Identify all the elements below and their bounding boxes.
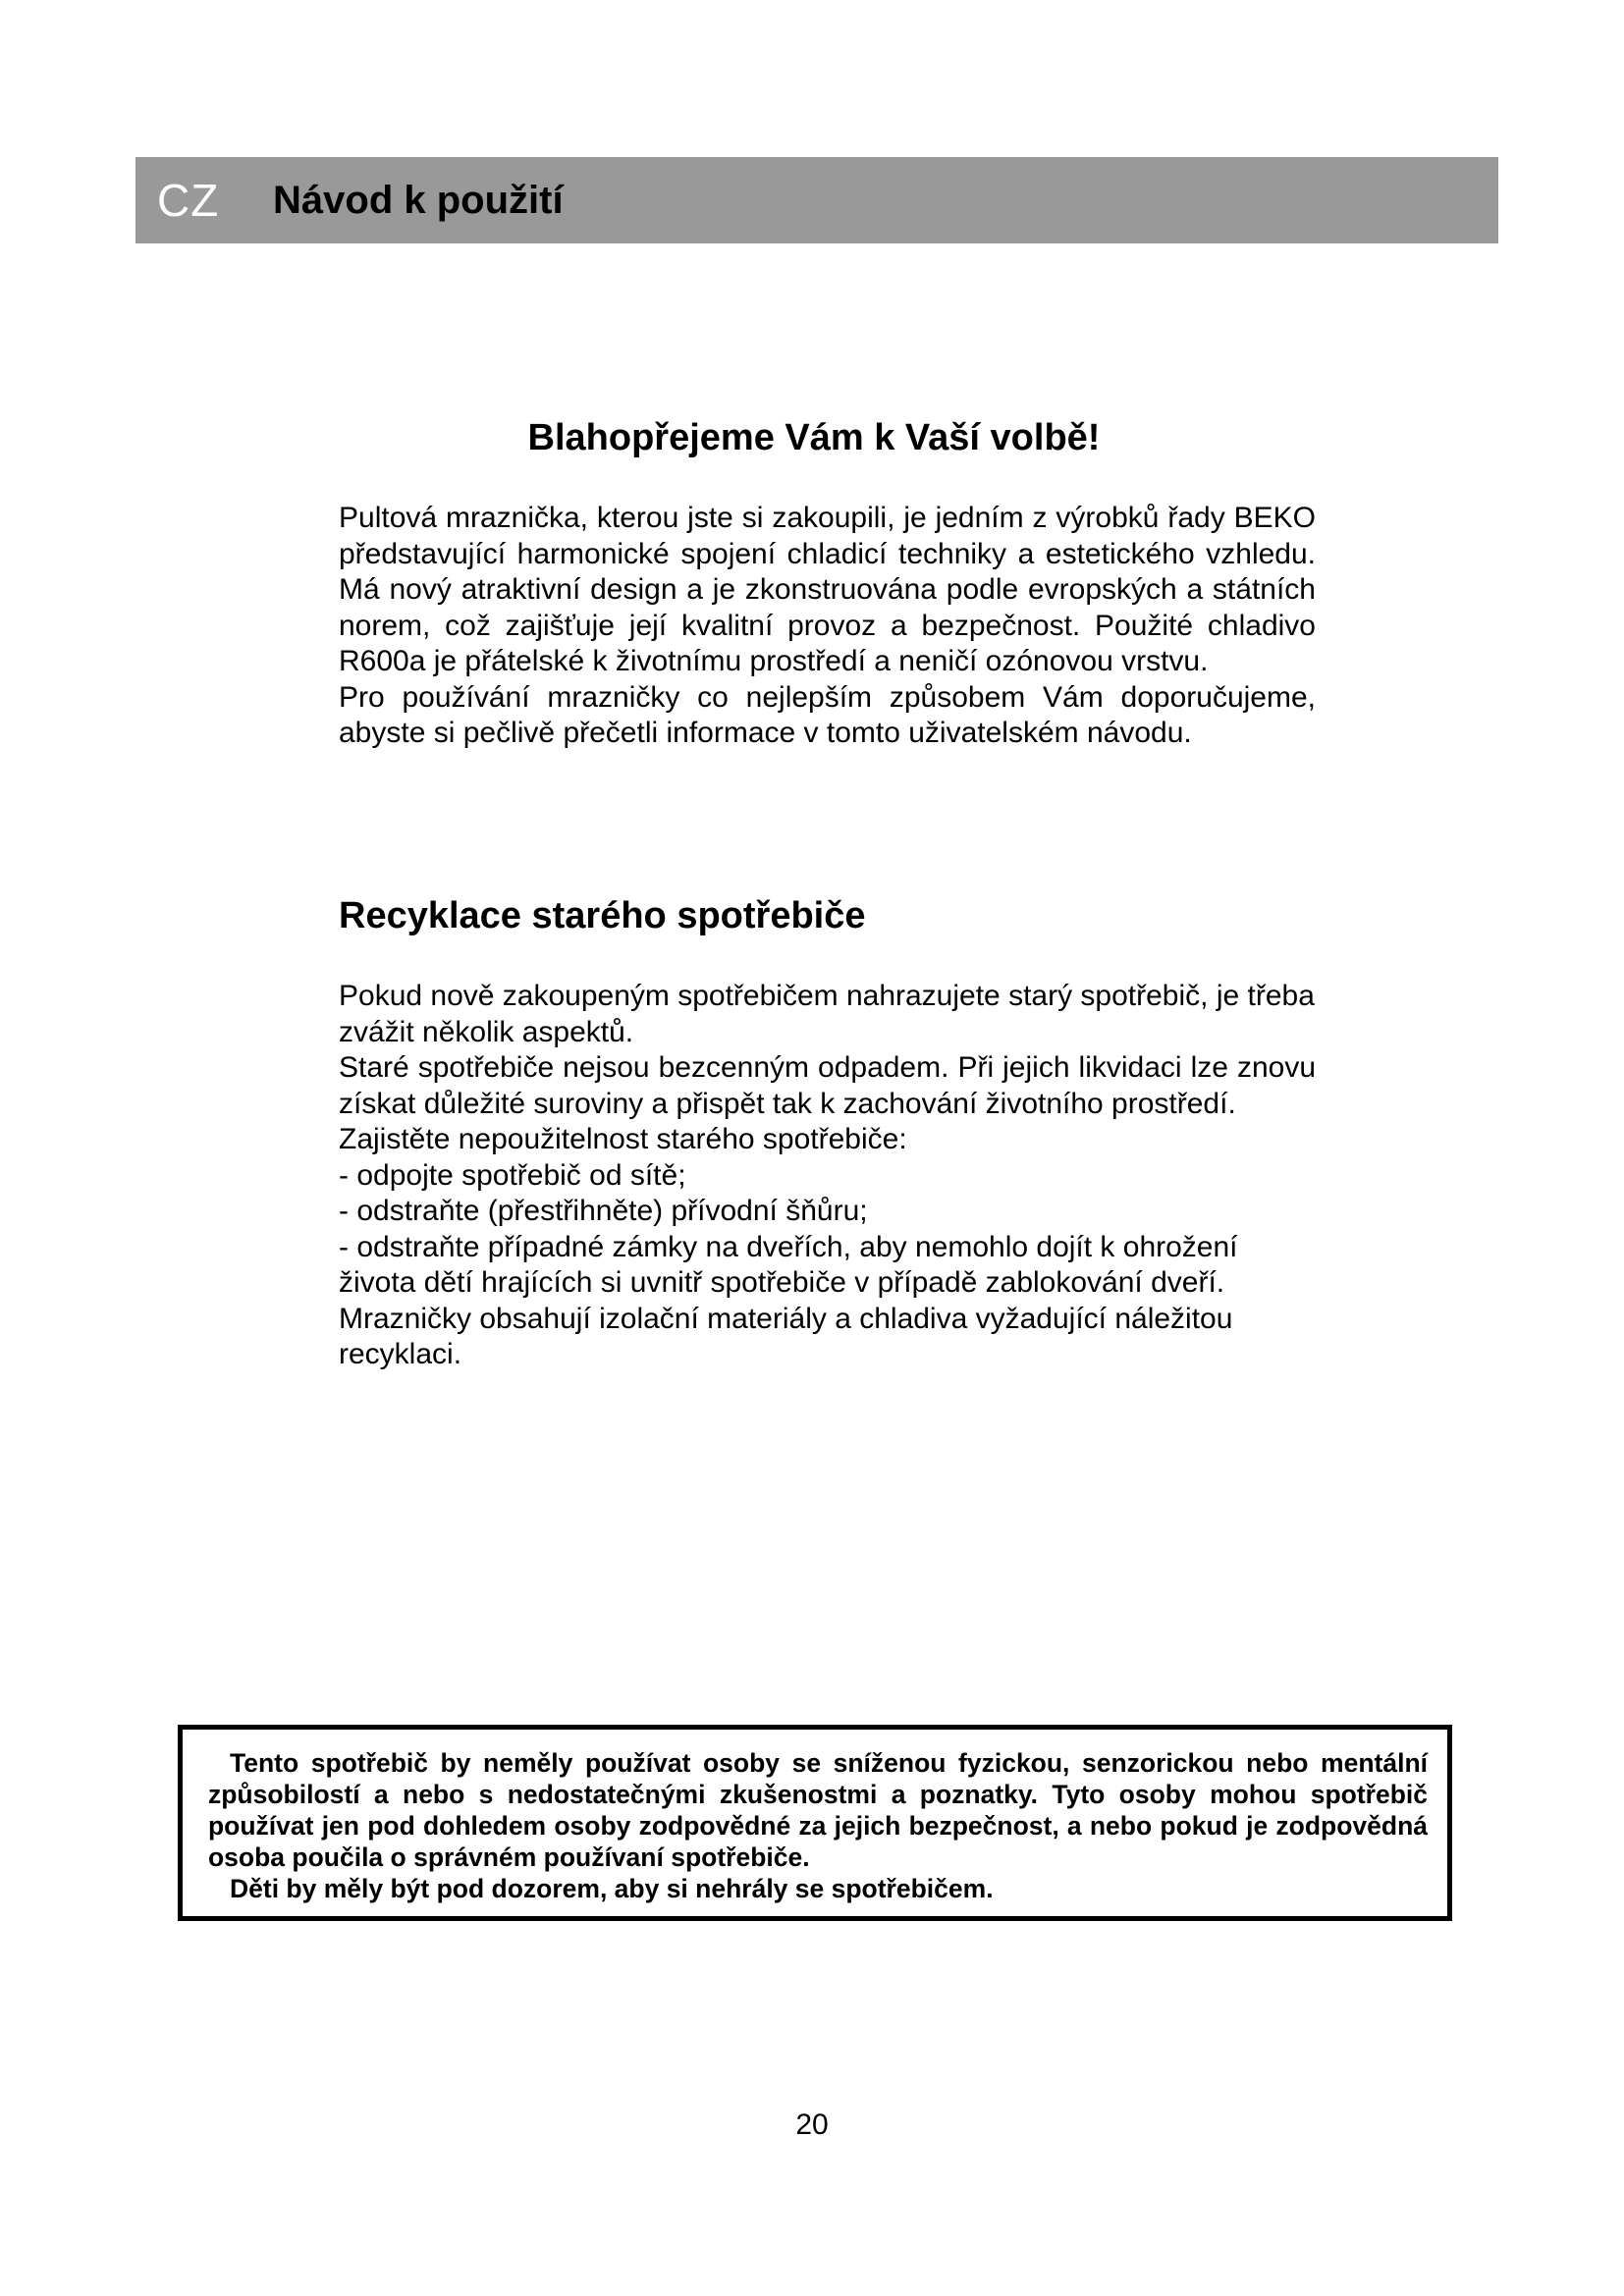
intro-section <box>339 501 1316 752</box>
recycling-paragraph: Mrazničky obsahují izolační materiály a chladiva vyžadující náležitou recyklaci. <box>339 1302 1233 1370</box>
list-item: - odstraňte (přestřihněte) přívodní šňůru; <box>339 1195 868 1227</box>
recycling-paragraph: Staré spotřebiče nejsou bezcenným odpadem. Při jejich likvidaci lze znovu získat důležité suroviny a přispět tak k zachování životního prostředí. <box>339 1051 1316 1120</box>
manual-title: Návod k použití <box>273 178 564 222</box>
recycling-paragraph: Pokud nově zakoupeným spotřebičem nahrazujete starý spotřebič, je třeba zvážit několik aspektů. <box>339 980 1315 1048</box>
intro-recommendation: Pro používání mrazničky co nejlepším způsobem Vám doporučujeme, abyste si pečlivě přečetli informace v tomto uživatelském návodu. <box>339 680 1316 749</box>
recycling-section <box>339 979 1316 1373</box>
warning-children-text: Děti by měly být pod dozorem, aby si nehrály se spotřebičem. <box>230 1874 994 1903</box>
warning-text: Tento spotřebič by neměly používat osoby se sníženou fyzickou, senzorickou nebo mentální způsobilostí a nebo s nedostatečnými zkušenostmi a poznatky. Tyto osoby mohou spotřebič používat jen pod dohledem osoby zodpovědné za jejich bezpečnost, a nebo pokud je zodpovědná osoba poučila o správném používaní spotřebiče. <box>208 1748 1428 1872</box>
list-item: - odstraňte případné zámky na dveřích, aby nemohlo dojít k ohrožení života dětí hrajících si uvnitř spotřebiče v případě zablokování dveří. <box>339 1230 1238 1299</box>
list-item: - odpojte spotřebič od sítě; <box>339 1158 686 1192</box>
language-code: CZ <box>157 175 220 226</box>
recycling-paragraph: Zajistěte nepoužitelnost starého spotřebiče: <box>339 1123 907 1155</box>
header-bar <box>135 157 1498 243</box>
safety-warning-box <box>178 1725 1452 1921</box>
page-number: 20 <box>795 2109 829 2141</box>
congratulations-heading: Blahopřejeme Vám k Vaší volbě! <box>527 417 1101 458</box>
recycling-heading: Recyklace starého spotřebiče <box>339 895 866 936</box>
intro-paragraph: Pultová mraznička, kterou jste si zakoupili, je jedním z výrobků řady BEKO představující harmonické spojení chladicí techniky a estetického vzhledu. Má nový atraktivní design a je zkonstruována podle evropských a státních norem, což zajišťuje její kvalitní provoz a bezpečnost. Použité chladivo R600a je přátelské k životnímu prostředí a neničí ozónovou vrstvu. <box>339 502 1316 677</box>
